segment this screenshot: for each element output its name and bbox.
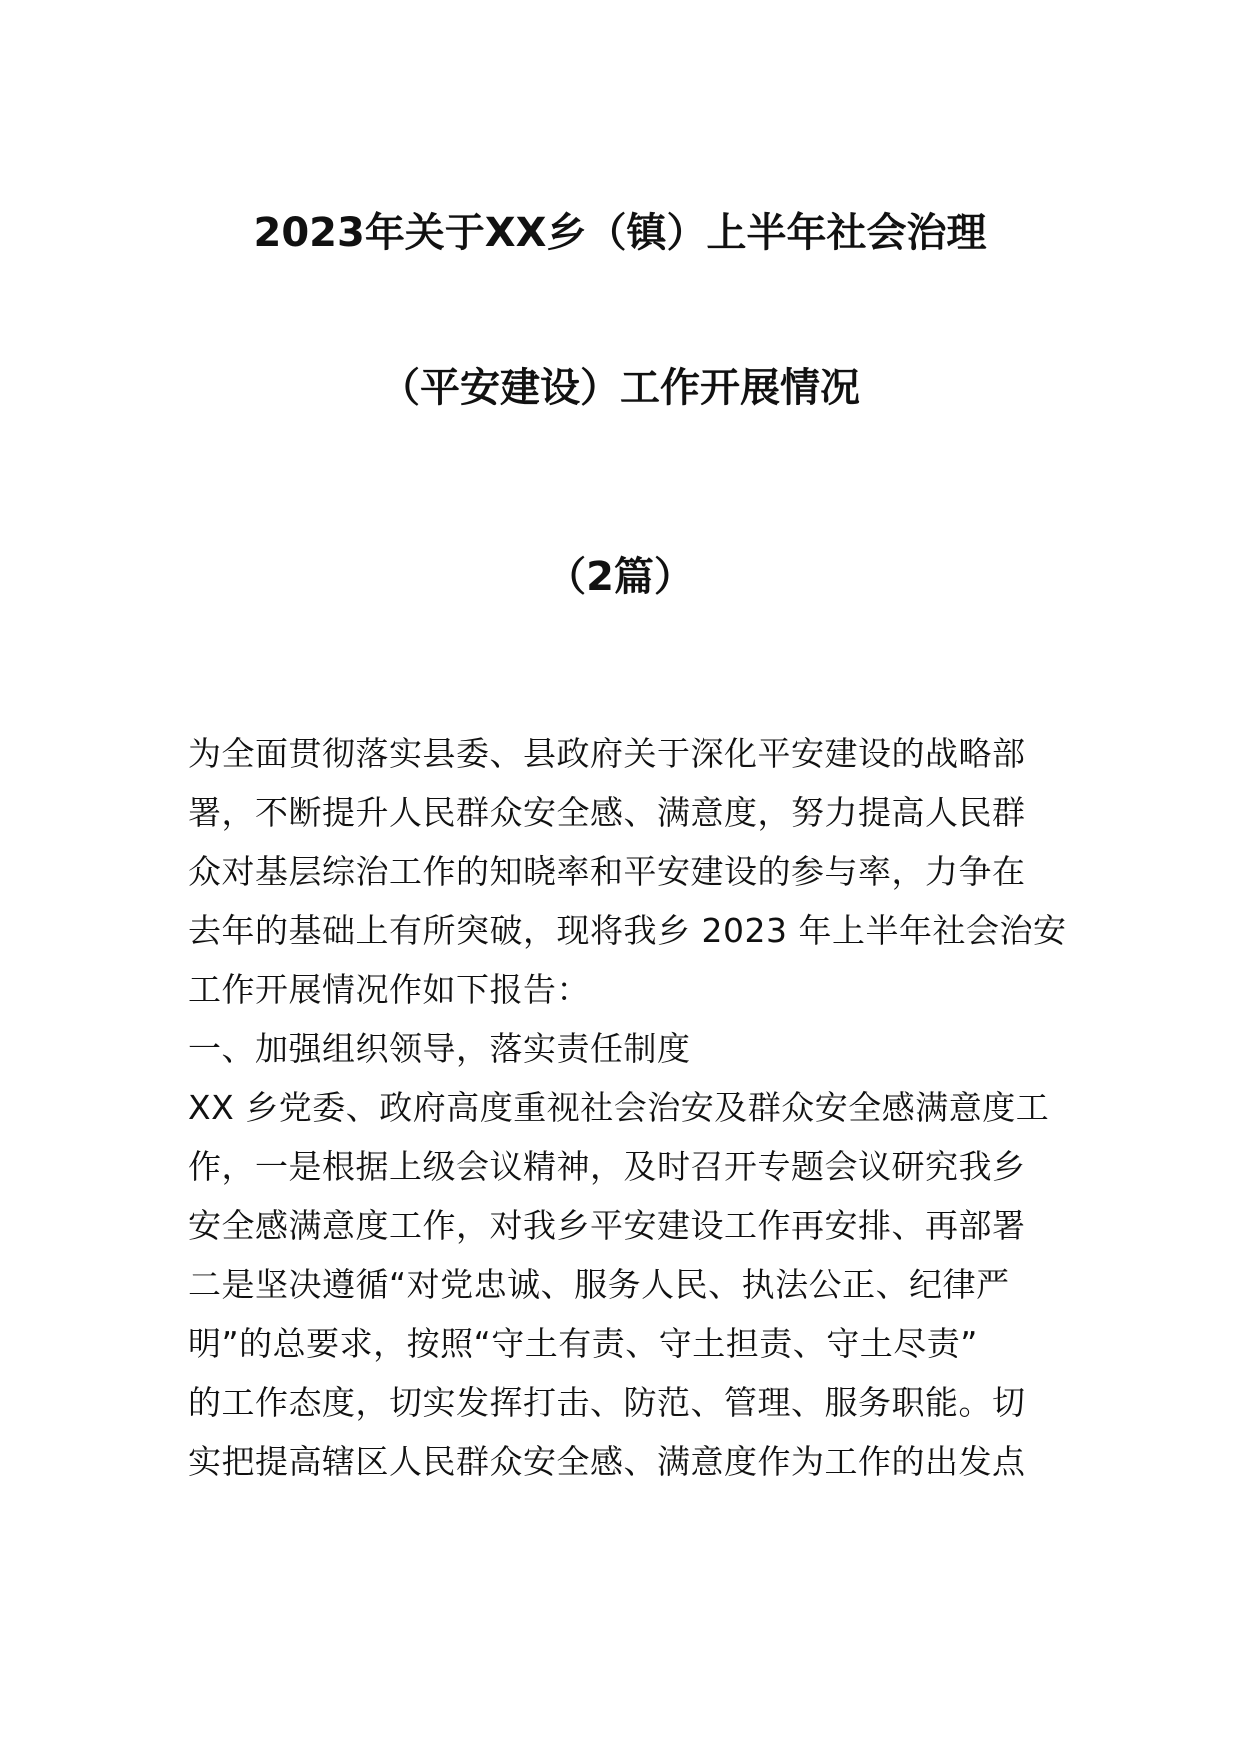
body-paragraph-line: 去年的基础上有所突破，现将我乡 2023 年上半年社会治安 <box>188 911 1067 950</box>
document-title-line-2: （平安建设）工作开展情况 <box>380 365 860 411</box>
body-paragraph-line: 明”的总要求，按照“守土有责、守土担责、守土尽责” <box>188 1324 978 1363</box>
body-paragraph-line: 的工作态度，切实发挥打击、防范、管理、服务职能。切 <box>188 1383 1026 1422</box>
body-paragraph-line: 作，一是根据上级会议精神，及时召开专题会议研究我乡 <box>188 1147 1026 1186</box>
body-paragraph-line: 二是坚决遵循“对党忠诚、服务人民、执法公正、纪律严 <box>188 1265 1010 1304</box>
body-paragraph-line: 众对基层综治工作的知晓率和平安建设的参与率，力争在 <box>188 852 1026 891</box>
document-title-line-1: 2023年关于XX乡（镇）上半年社会治理 <box>253 210 987 256</box>
section-heading: 一、加强组织领导，落实责任制度 <box>188 1029 691 1068</box>
body-paragraph-line: XX 乡党委、政府高度重视社会治安及群众安全感满意度工 <box>188 1088 1050 1127</box>
document-subtitle-count: （2篇） <box>546 554 694 600</box>
body-paragraph-line: 实把提高辖区人民群众安全感、满意度作为工作的出发点 <box>188 1442 1026 1481</box>
body-paragraph-line: 署，不断提升人民群众安全感、满意度，努力提高人民群 <box>188 793 1026 832</box>
body-paragraph-line: 为全面贯彻落实县委、县政府关于深化平安建设的战略部 <box>188 734 1026 773</box>
body-paragraph-line: 工作开展情况作如下报告： <box>188 970 590 1009</box>
body-paragraph-line: 安全感满意度工作，对我乡平安建设工作再安排、再部署 <box>188 1206 1026 1245</box>
